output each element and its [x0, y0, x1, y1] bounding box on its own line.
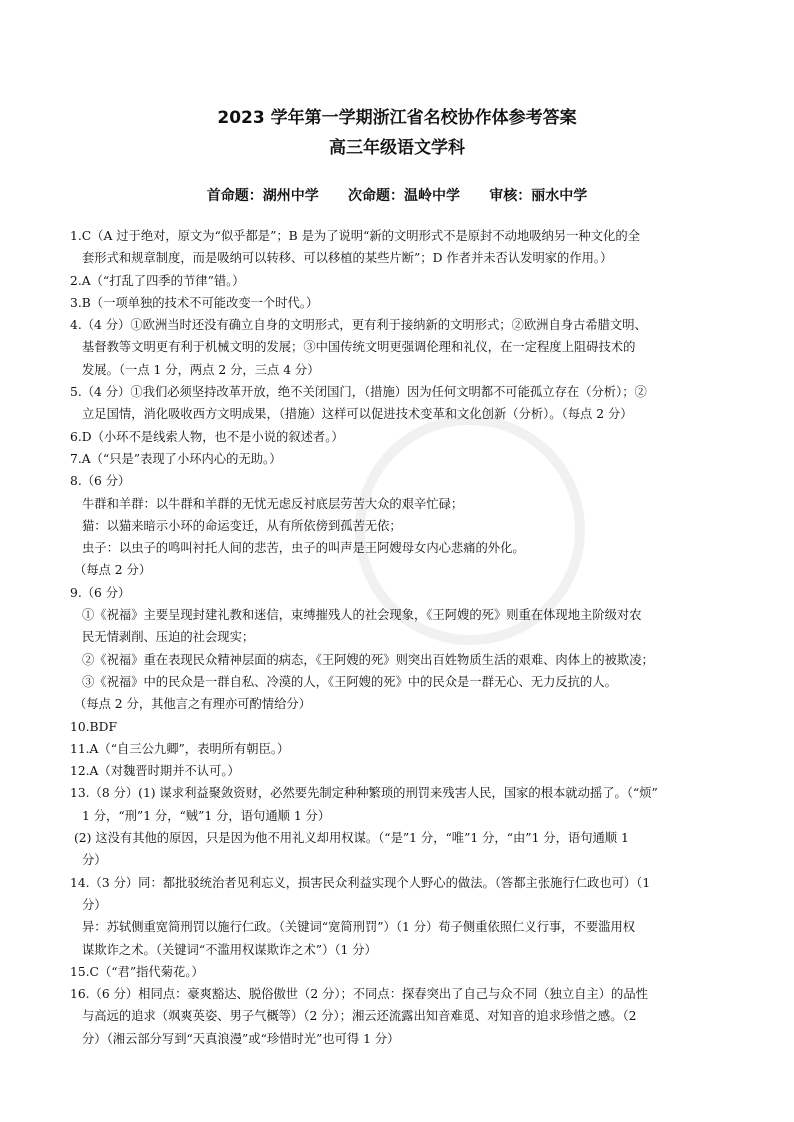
- answer-line: 谋欺诈之术。（关键词“不滥用权谋欺诈之术”）（1 分）: [82, 942, 377, 957]
- answer-line: （每点 2 分，其他言之有理亦可酌情给分）: [74, 697, 311, 712]
- answer-line: 分）（湘云部分写到“天真浪漫”或“珍惜时光”也可得 1 分）: [82, 1031, 400, 1046]
- answer-line: 10.BDF: [70, 719, 117, 734]
- answer-line: 立足国情，消化吸收西方文明成果，（措施）这样可以促进技术变革和文化创新（分析）。（每点 2 分）: [82, 407, 633, 422]
- authors-line: 首命题：湖州中学 次命题：温岭中学 审核：丽水中学: [206, 188, 588, 204]
- document-title: 2023 学年第一学期浙江省名校协作体参考答案: [217, 108, 577, 128]
- answer-line: 分）: [82, 853, 107, 868]
- answer-line: 13.（8 分）(1) 谋求利益聚敛资财，必然要先制定种种繁琐的刑罚来残害人民，国家的根本就动摇了。（“烦”: [70, 786, 658, 801]
- answer-line: 14.（3 分）同：都批驳统治者见利忘义，损害民众利益实现个人野心的做法。（答都主张施行仁政也可）（1: [70, 875, 651, 890]
- document-subtitle: 高三年级语文学科: [329, 138, 465, 158]
- answer-line: 民无情剥削、压迫的社会现实；: [82, 630, 255, 645]
- answer-line: 4.（4 分）①欧洲当时还没有确立自身的文明形式，更有利于接纳新的文明形式；②欧洲自身古希腊文明、: [70, 318, 647, 333]
- answer-line: 1 分，“刑”1 分，“贼”1 分，语句通顺 1 分）: [82, 808, 331, 823]
- answer-line: ①《祝福》主要呈现封建礼教和迷信，束缚摧残人的社会现象，《王阿嫂的死》则重在体现地主阶级对农: [82, 608, 642, 623]
- answer-line: 6.D（小环不是线索人物，也不是小说的叙述者。）: [70, 429, 344, 444]
- answer-line: 猫：以猫来暗示小环的命运变迁，从有所依傍到孤苦无依；: [82, 518, 402, 533]
- answer-list: [70, 225, 730, 1050]
- answer-line: 异：苏轼侧重宽简刑罚以施行仁政。（关键词“宽简刑罚”）（1 分）荀子侧重依照仁义行事，不要滥用权: [82, 920, 636, 935]
- answer-line: 套形式和规章制度，而是吸纳可以转移、可以移植的某些片断”；D 作者并未否认发明家的作用。）: [82, 251, 613, 266]
- answer-line: 与高远的追求（飒爽英姿、男子气概等）（2 分）；湘云还流露出知音难觅、对知音的追求珍惜之感。（2: [82, 1009, 637, 1024]
- answer-line: ③《祝福》中的民众是一群自私、冷漠的人，《王阿嫂的死》中的民众是一群无心、无力反抗的人。: [82, 674, 617, 689]
- answer-line: 12.A（对魏晋时期并不认可。）: [70, 764, 240, 779]
- answer-line: 9.（6 分）: [70, 585, 131, 600]
- answer-line: 8.（6 分）: [70, 474, 131, 489]
- answer-line: 2.A（“打乱了四季的节律”错。）: [70, 273, 245, 288]
- answer-line: 发展。（一点 1 分，两点 2 分，三点 4 分）: [82, 362, 320, 377]
- answer-line: 分）: [82, 897, 107, 912]
- answer-line: 1.C（A 过于绝对，原文为“似乎都是”；B 是为了说明“新的文明形式不是原封不动地吸纳另一种文化的全: [70, 229, 640, 243]
- answer-line: ②《祝福》重在表现民众精神层面的病态，《王阿嫂的死》则突出百姓物质生活的艰难、肉体上的被欺凌；: [82, 652, 654, 667]
- answer-line: 牛群和羊群：以牛群和羊群的无忧无虑反衬底层劳苦大众的艰辛忙碌；: [82, 496, 464, 511]
- answer-line: 16.（6 分）相同点：豪爽豁达、脱俗傲世（2 分）；不同点：探春突出了自己与众不同（独立自主）的品性: [70, 987, 648, 1002]
- answer-line: 虫子：以虫子的鸣叫衬托人间的悲苦，虫子的叫声是王阿嫂母女内心悲痛的外化。: [82, 541, 525, 556]
- answer-line: (2) 这没有其他的原因，只是因为他不用礼义却用权谋。（“是”1 分，“唯”1 分，“由”1 分，语句通顺 1: [74, 831, 629, 846]
- answer-line: 11.A（“自三公九卿”，表明所有朝臣。）: [70, 741, 290, 756]
- answer-line: 7.A（“只是”表现了小环内心的无助。）: [70, 451, 282, 466]
- answer-line: 基督教等文明更有利于机械文明的发展；③中国传统文明更强调伦理和礼仪，在一定程度上阻碍技术的: [82, 340, 636, 355]
- answer-line: 15.C（“君”指代菊花。）: [70, 964, 204, 979]
- answer-line: 3.B（一项单独的技术不可能改变一个时代。）: [70, 295, 319, 310]
- answer-line: 5.（4 分）①我们必须坚持改革开放，绝不关闭国门，（措施）因为任何文明都不可能孤立存在（分析）；②: [70, 385, 647, 400]
- answer-line: （每点 2 分）: [74, 563, 152, 578]
